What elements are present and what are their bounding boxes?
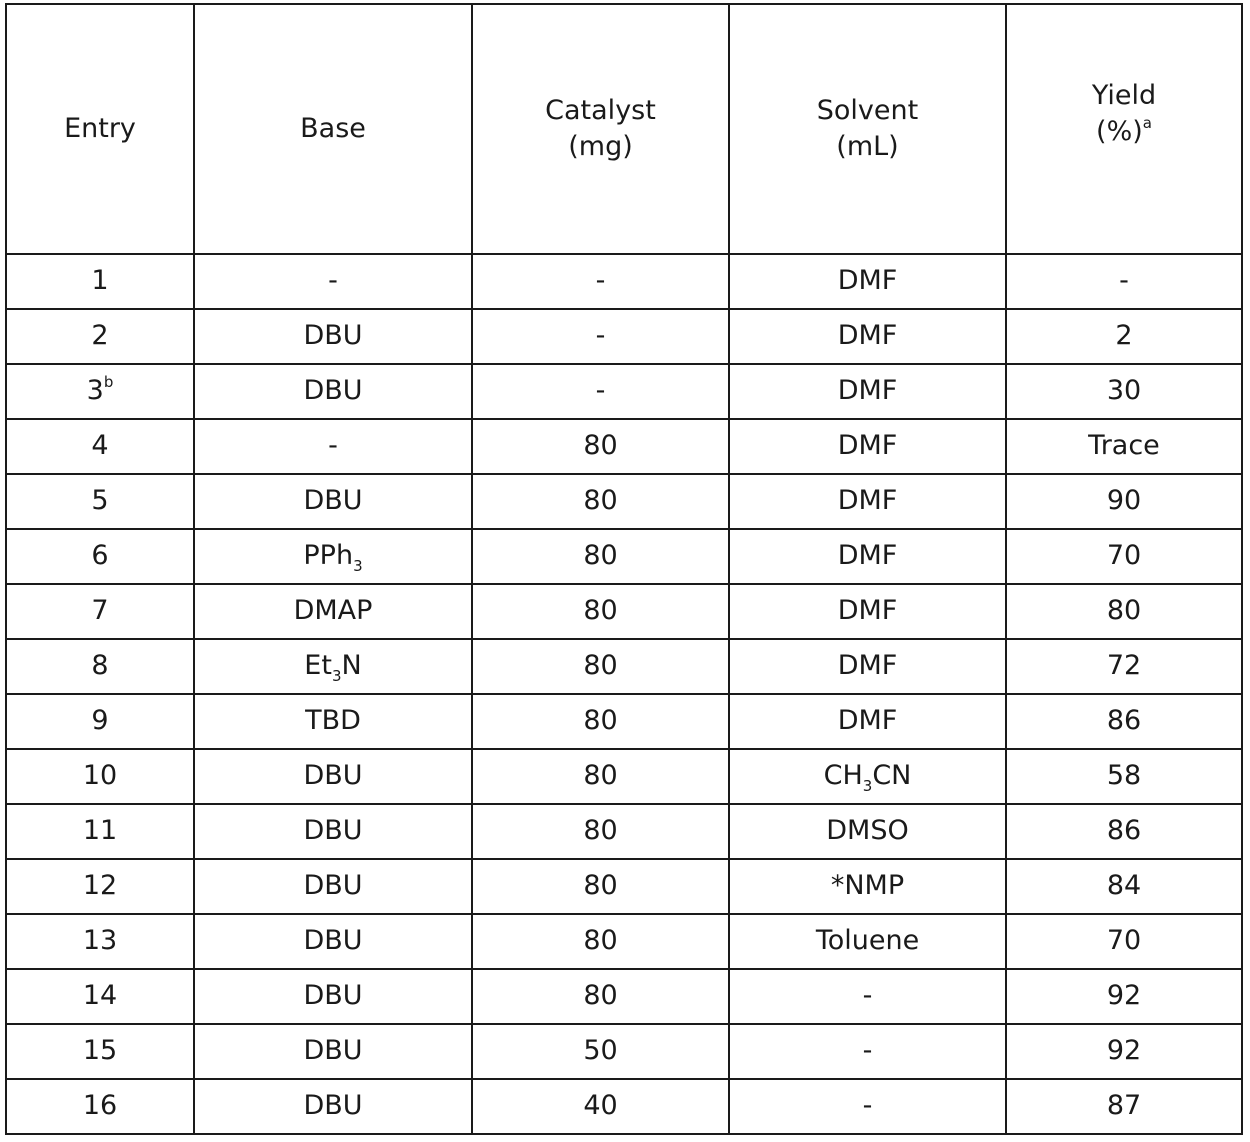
- base-text: DBU: [303, 485, 363, 517]
- yield-cell: [1006, 1079, 1242, 1134]
- solvent-text-suffix: CN: [872, 760, 912, 792]
- base-text: DBU: [303, 320, 363, 352]
- catalyst-value: -: [595, 320, 606, 352]
- yield-value: 84: [1106, 870, 1142, 902]
- solvent-cell: [729, 1079, 1006, 1134]
- catalyst-cell: [472, 364, 729, 419]
- header-row: [6, 4, 1242, 254]
- base-cell: [194, 639, 472, 694]
- yield-value: 87: [1106, 1090, 1142, 1122]
- solvent-cell: [729, 419, 1006, 474]
- entry-cell: [6, 694, 194, 749]
- entry-number: 16: [82, 1090, 118, 1122]
- catalyst-value: 50: [583, 1035, 618, 1067]
- solvent-subscript: 3: [862, 777, 873, 796]
- solvent-cell: [729, 859, 1006, 914]
- solvent-text: DMF: [837, 595, 898, 627]
- solvent-cell: [729, 694, 1006, 749]
- catalyst-value: 40: [583, 1090, 618, 1122]
- header-yield-unit: (%): [1096, 116, 1143, 147]
- base-text-suffix: N: [341, 650, 362, 682]
- solvent-cell: [729, 529, 1006, 584]
- entry-number: 2: [91, 320, 109, 352]
- entry-number: 3: [86, 375, 104, 407]
- base-cell: [194, 529, 472, 584]
- solvent-text: DMF: [837, 265, 898, 297]
- yield-value: 72: [1106, 650, 1142, 682]
- base-text: Et: [304, 650, 332, 682]
- solvent-text: DMF: [837, 650, 898, 682]
- base-cell: [194, 1024, 472, 1079]
- base-cell: [194, 364, 472, 419]
- entry-footnote: b: [103, 373, 114, 392]
- header-solvent-unit: (mL): [836, 131, 899, 162]
- base-text: DMAP: [293, 595, 373, 627]
- catalyst-value: 80: [583, 430, 618, 462]
- base-text: -: [328, 430, 338, 462]
- entry-number: 7: [91, 595, 109, 627]
- table-row: [6, 529, 1242, 584]
- solvent-text: DMSO: [826, 815, 909, 847]
- solvent-text: -: [862, 1035, 873, 1067]
- catalyst-cell: [472, 859, 729, 914]
- base-cell: [194, 1079, 472, 1134]
- table-row: [6, 914, 1242, 969]
- base-cell: [194, 749, 472, 804]
- catalyst-value: 80: [583, 815, 618, 847]
- yield-cell: [1006, 364, 1242, 419]
- catalyst-cell: [472, 254, 729, 309]
- entry-number: 14: [82, 980, 118, 1012]
- table-row: [6, 364, 1242, 419]
- solvent-text: CH: [823, 760, 863, 792]
- table-row: [6, 584, 1242, 639]
- yield-cell: [1006, 309, 1242, 364]
- table-row: [6, 254, 1242, 309]
- header-yield-footnote: a: [1142, 114, 1152, 132]
- header-catalyst: [472, 4, 729, 254]
- catalyst-value: 80: [583, 650, 618, 682]
- entry-cell: [6, 474, 194, 529]
- solvent-text: DMF: [837, 320, 898, 352]
- base-cell: [194, 859, 472, 914]
- table-row: [6, 694, 1242, 749]
- yield-cell: [1006, 749, 1242, 804]
- entry-number: 10: [82, 760, 118, 792]
- entry-number: 1: [91, 265, 109, 297]
- catalyst-cell: [472, 639, 729, 694]
- catalyst-cell: [472, 1079, 729, 1134]
- solvent-text: DMF: [837, 375, 898, 407]
- base-cell: [194, 969, 472, 1024]
- solvent-text: Toluene: [815, 925, 920, 957]
- entry-number: 12: [82, 870, 118, 902]
- catalyst-value: 80: [583, 595, 618, 627]
- base-cell: [194, 584, 472, 639]
- solvent-cell: [729, 584, 1006, 639]
- header-entry-label: Entry: [64, 112, 136, 144]
- entry-number: 15: [82, 1035, 118, 1067]
- yield-cell: [1006, 859, 1242, 914]
- catalyst-value: 80: [583, 980, 618, 1012]
- yield-value: 80: [1106, 595, 1142, 627]
- entry-cell: [6, 309, 194, 364]
- base-text: DBU: [303, 870, 363, 902]
- header-catalyst-label: Catalyst: [545, 94, 656, 126]
- header-base: [194, 4, 472, 254]
- entry-cell: [6, 419, 194, 474]
- solvent-text: *NMP: [830, 870, 905, 902]
- table-row: [6, 419, 1242, 474]
- header-entry: [6, 4, 194, 254]
- solvent-cell: [729, 1024, 1006, 1079]
- header-yield: [1006, 4, 1242, 254]
- table-row: [6, 639, 1242, 694]
- solvent-cell: [729, 969, 1006, 1024]
- table-row: [6, 1024, 1242, 1079]
- solvent-cell: [729, 474, 1006, 529]
- yield-value: 92: [1106, 1035, 1142, 1067]
- entry-cell: [6, 804, 194, 859]
- yield-cell: [1006, 914, 1242, 969]
- base-text: TBD: [305, 705, 361, 737]
- base-subscript: 3: [353, 557, 363, 576]
- catalyst-cell: [472, 914, 729, 969]
- header-solvent-label: Solvent: [816, 94, 919, 126]
- table-row: [6, 1079, 1242, 1134]
- solvent-text: -: [862, 1090, 873, 1122]
- catalyst-value: 80: [583, 925, 618, 957]
- base-text: DBU: [303, 760, 363, 792]
- table-row: [6, 749, 1242, 804]
- header-catalyst-unit: (mg): [568, 131, 633, 162]
- base-text: DBU: [303, 815, 363, 847]
- table-row: [6, 309, 1242, 364]
- base-cell: [194, 804, 472, 859]
- entry-number: 11: [82, 815, 118, 847]
- solvent-cell: [729, 749, 1006, 804]
- yield-value: 92: [1106, 980, 1142, 1012]
- header-solvent: [729, 4, 1006, 254]
- entry-cell: [6, 529, 194, 584]
- yield-value: 70: [1106, 925, 1142, 957]
- yield-cell: [1006, 639, 1242, 694]
- base-text: PPh: [303, 540, 354, 572]
- yield-value: 2: [1115, 320, 1133, 352]
- entry-number: 13: [82, 925, 118, 957]
- catalyst-cell: [472, 309, 729, 364]
- solvent-text: DMF: [837, 430, 898, 462]
- entry-cell: [6, 639, 194, 694]
- yield-value: 70: [1106, 540, 1142, 572]
- header-yield-label: Yield: [1091, 79, 1157, 111]
- catalyst-value: 80: [583, 485, 618, 517]
- yield-value: 30: [1106, 375, 1142, 407]
- entry-cell: [6, 1024, 194, 1079]
- entry-cell: [6, 859, 194, 914]
- catalyst-cell: [472, 584, 729, 639]
- entry-cell: [6, 364, 194, 419]
- solvent-text: -: [862, 980, 873, 1012]
- yield-cell: [1006, 1024, 1242, 1079]
- catalyst-value: 80: [583, 760, 618, 792]
- base-text: -: [328, 265, 338, 297]
- catalyst-cell: [472, 749, 729, 804]
- header-base-label: Base: [300, 112, 366, 144]
- catalyst-cell: [472, 694, 729, 749]
- base-text: DBU: [303, 980, 363, 1012]
- solvent-text: DMF: [837, 485, 898, 517]
- base-cell: [194, 254, 472, 309]
- catalyst-value: -: [595, 265, 606, 297]
- solvent-cell: [729, 804, 1006, 859]
- entry-number: 9: [91, 705, 109, 737]
- catalyst-cell: [472, 474, 729, 529]
- catalyst-cell: [472, 529, 729, 584]
- entry-number: 8: [91, 650, 109, 682]
- yield-value: 90: [1106, 485, 1142, 517]
- solvent-cell: [729, 639, 1006, 694]
- catalyst-value: -: [595, 375, 606, 407]
- solvent-cell: [729, 364, 1006, 419]
- entry-number: 6: [91, 540, 109, 572]
- yield-value: 58: [1106, 760, 1142, 792]
- base-text: DBU: [303, 375, 363, 407]
- yield-cell: [1006, 474, 1242, 529]
- catalyst-cell: [472, 804, 729, 859]
- base-cell: [194, 474, 472, 529]
- yield-cell: [1006, 969, 1242, 1024]
- table-row: [6, 474, 1242, 529]
- solvent-cell: [729, 914, 1006, 969]
- solvent-cell: [729, 254, 1006, 309]
- base-text: DBU: [303, 1090, 363, 1122]
- entry-cell: [6, 254, 194, 309]
- yield-cell: [1006, 529, 1242, 584]
- base-subscript: 3: [331, 667, 342, 686]
- base-text: DBU: [303, 1035, 363, 1067]
- entry-number: 5: [91, 485, 109, 517]
- entry-cell: [6, 749, 194, 804]
- table-row: [6, 804, 1242, 859]
- yield-cell: [1006, 419, 1242, 474]
- table-row: [6, 969, 1242, 1024]
- yield-cell: [1006, 254, 1242, 309]
- solvent-text: DMF: [837, 540, 898, 572]
- catalyst-cell: [472, 1024, 729, 1079]
- yield-cell: [1006, 584, 1242, 639]
- yield-value: 86: [1106, 815, 1142, 847]
- solvent-cell: [729, 309, 1006, 364]
- catalyst-cell: [472, 969, 729, 1024]
- entry-cell: [6, 584, 194, 639]
- catalyst-value: 80: [583, 870, 618, 902]
- yield-value: 86: [1106, 705, 1142, 737]
- base-text: DBU: [303, 925, 363, 957]
- base-cell: [194, 914, 472, 969]
- table-row: [6, 859, 1242, 914]
- catalyst-cell: [472, 419, 729, 474]
- catalyst-value: 80: [583, 540, 618, 572]
- base-cell: [194, 419, 472, 474]
- solvent-text: DMF: [837, 705, 898, 737]
- base-cell: [194, 694, 472, 749]
- yield-value: -: [1119, 265, 1129, 297]
- results-table: [5, 3, 1243, 1135]
- yield-cell: [1006, 694, 1242, 749]
- yield-cell: [1006, 804, 1242, 859]
- entry-cell: [6, 969, 194, 1024]
- base-cell: [194, 309, 472, 364]
- entry-cell: [6, 1079, 194, 1134]
- catalyst-value: 80: [583, 705, 618, 737]
- entry-cell: [6, 914, 194, 969]
- entry-number: 4: [91, 430, 109, 462]
- yield-value: Trace: [1088, 430, 1160, 462]
